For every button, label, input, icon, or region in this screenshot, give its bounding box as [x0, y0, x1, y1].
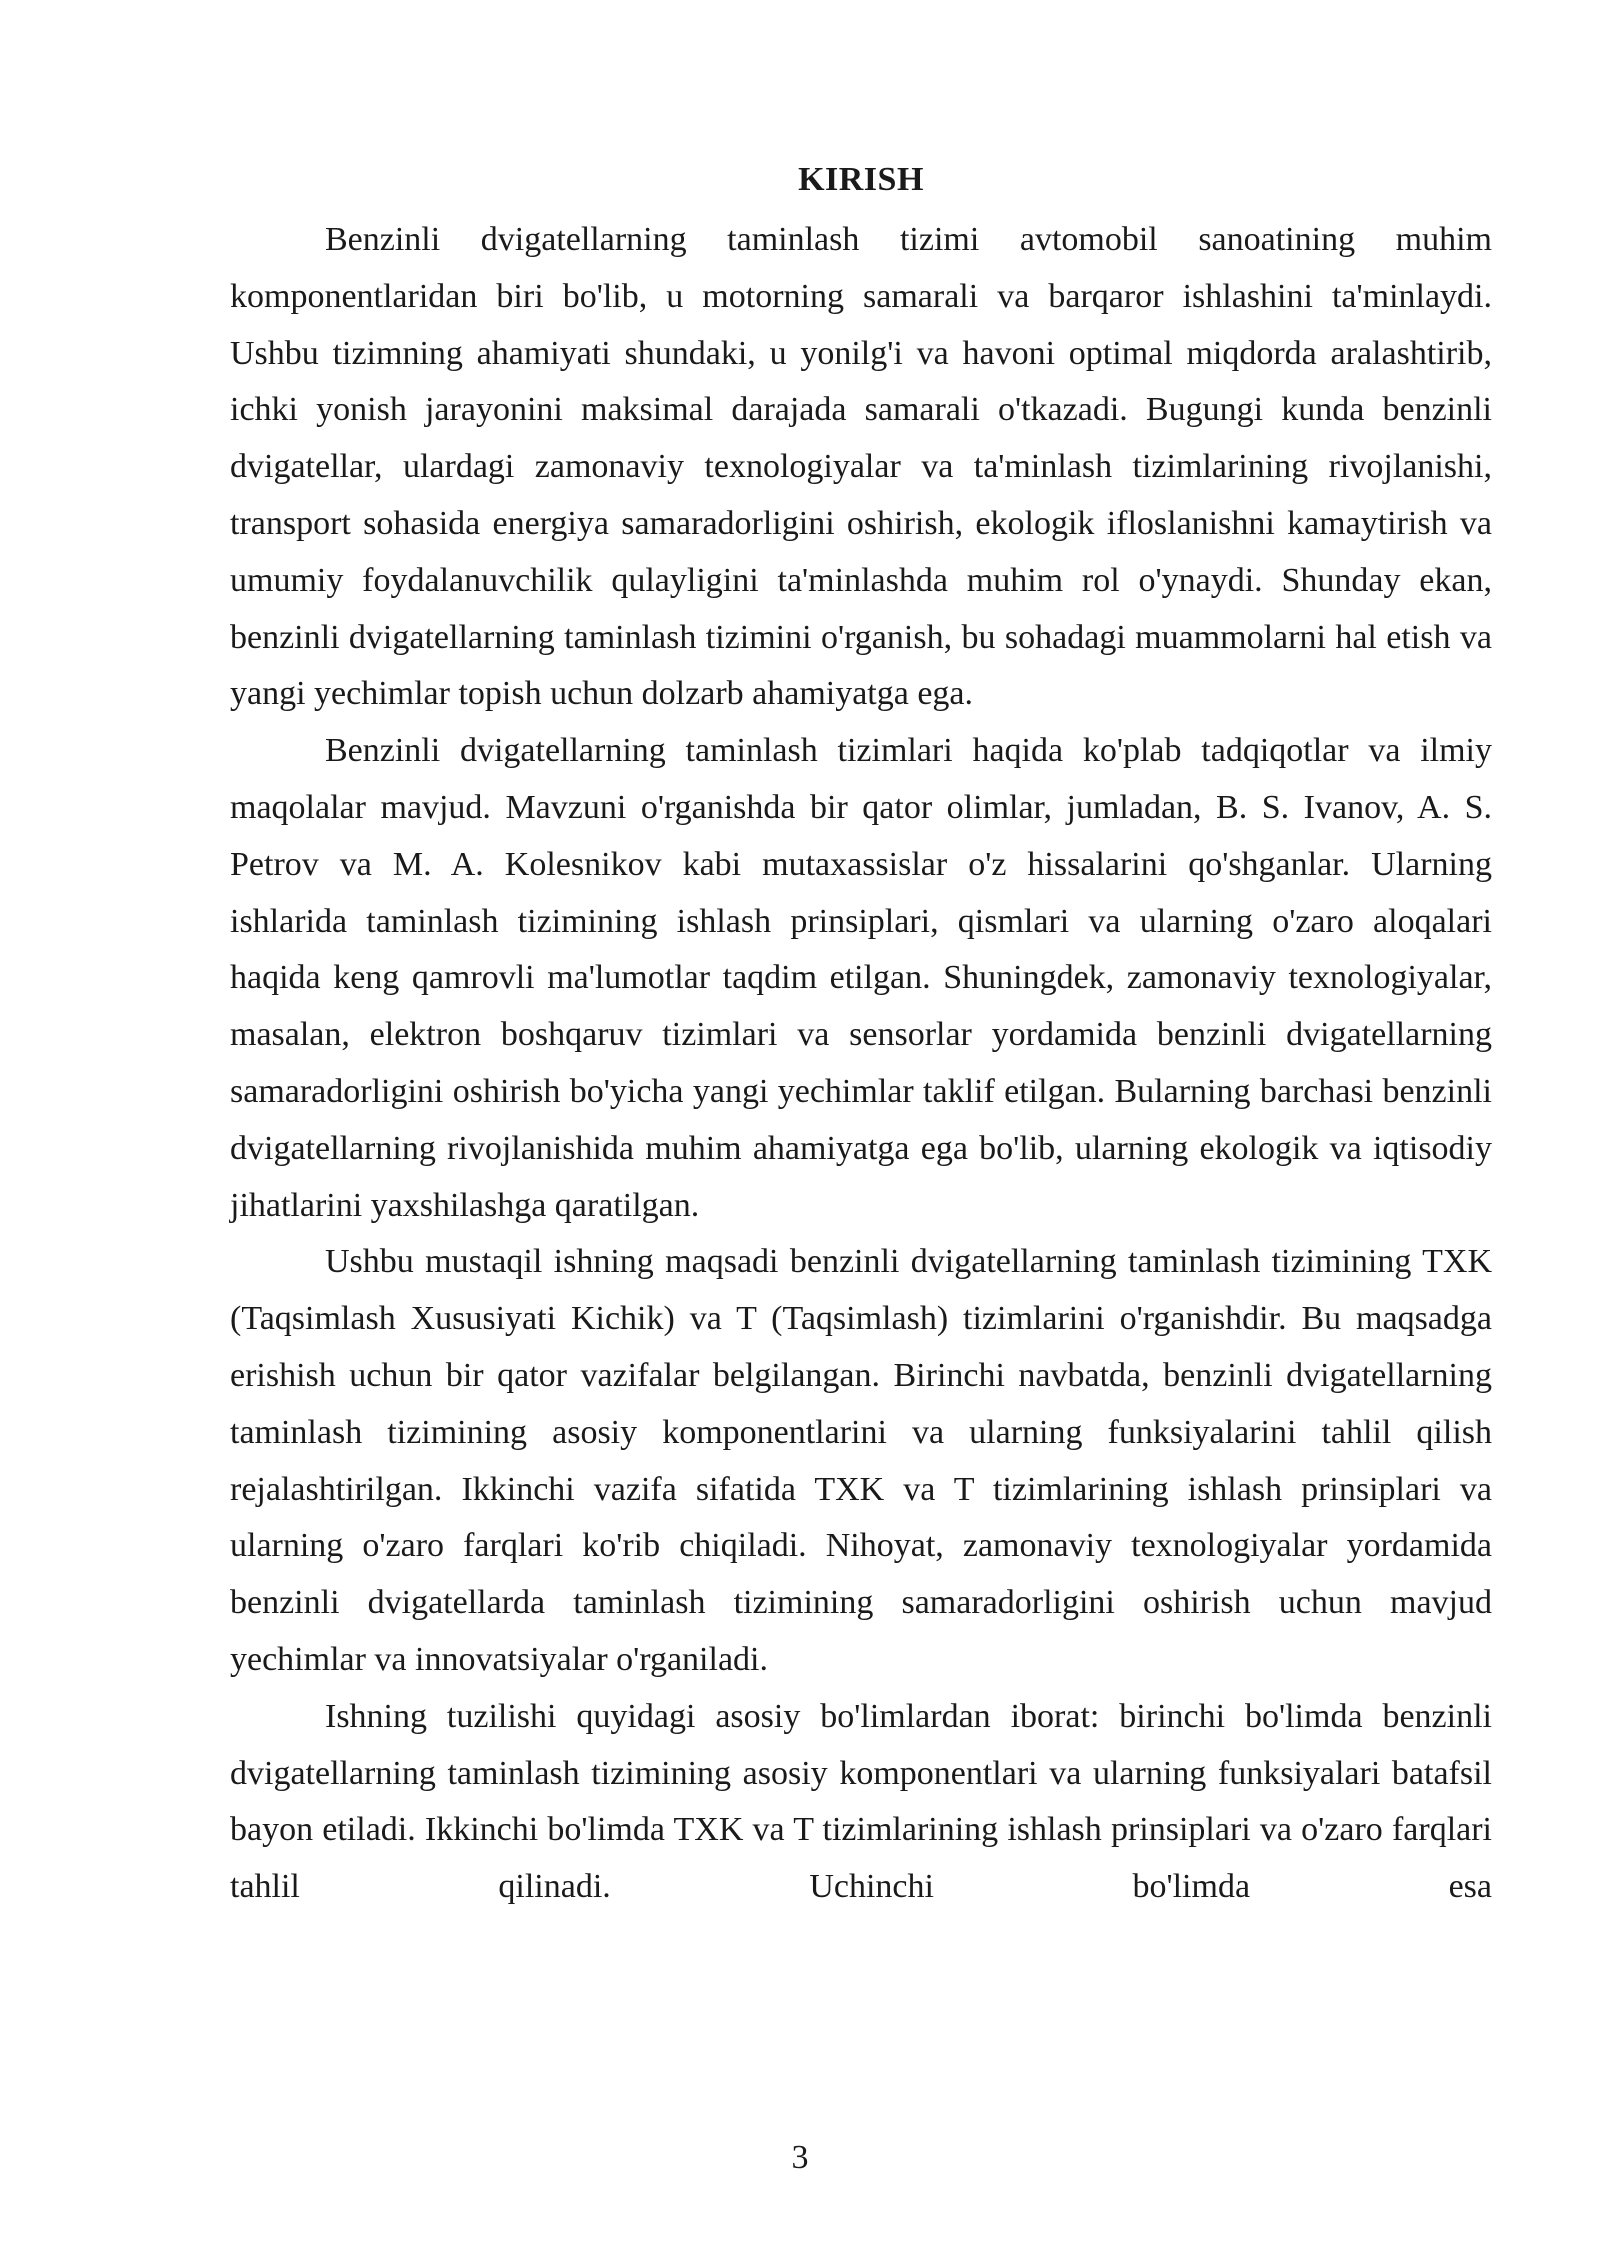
paragraph-structure: Ishning tuzilishi quyidagi asosiy bo'limlardan iborat: birinchi bo'limda benzinli dvigatellarning taminlash tizimining asosiy komponentlari va ularning funksiyalari batafsil bayon etiladi. Ikkinchi bo'limda TXK va T tizimlarining ishlash prinsiplari va o'zaro farqlari tahlil qilinadi. Uchinchi bo'limda esa	[230, 1697, 1492, 1906]
page-number: 3	[791, 2139, 809, 2176]
paragraph-literature: Benzinli dvigatellarning taminlash tizimlari haqida ko'plab tadqiqotlar va ilmiy maqolalar mavjud. Mavzuni o'rganishda bir qator olimlar, jumladan, B. S. Ivanov, A. S. Petrov va M. A. Kolesnikov kabi mutaxassislar o'z hissalarini qo'shganlar. Ularning ishlarida taminlash tizimining ishlash prinsiplari, qismlari va ularning o'zaro aloqalari haqida keng qamrovli ma'lumotlar taqdim etilgan. Shuningdek, zamonaviy texnologiyalar, masalan, elektron boshqaruv tizimlari va sensorlar yordamida benzinli dvigatellarning samaradorligini oshirish bo'yicha yangi yechimlar taklif etilgan. Bularning barchasi benzinli dvigatellarning rivojlanishida muhim ahamiyatga ega bo'lib, ularning ekologik va iqtisodiy jihatlarini yaxshilashga qaratilgan.	[230, 732, 1492, 1224]
page-content	[230, 160, 1492, 1916]
paragraph-intro: Benzinli dvigatellarning taminlash tizimi avtomobil sanoatining muhim komponentlaridan biri bo'lib, u motorning samarali va barqaror ishlashini ta'minlaydi. Ushbu tizimning ahamiyati shundaki, u yonilg'i va havoni optimal miqdorda aralashtirib, ichki yonish jarayonini maksimal darajada samarali o'tkazadi. Bugungi kunda benzinli dvigatellar, ulardagi zamonaviy texnologiyalar va ta'minlash tizimlarining rivojlanishi, transport sohasida energiya samaradorligini oshirish, ekologik ifloslanishni kamaytirish va umumiy foydalanuvchilik qulayligini ta'minlashda muhim rol o'ynaydi. Shunday ekan, benzinli dvigatellarning taminlash tizimini o'rganish, bu sohadagi muammolarni hal etish va yangi yechimlar topish uchun dolzarb ahamiyatga ega.	[230, 221, 1492, 713]
section-title: KIRISH	[798, 161, 924, 198]
paragraph-goal: Ushbu mustaqil ishning maqsadi benzinli dvigatellarning taminlash tizimining TXK (Taqsimlash Xususiyati Kichik) va T (Taqsimlash) tizimlarini o'rganishdir. Bu maqsadga erishish uchun bir qator vazifalar belgilangan. Birinchi navbatda, benzinli dvigatellarning taminlash tizimining asosiy komponentlarini va ularning funksiyalarini tahlil qilish rejalashtirilgan. Ikkinchi vazifa sifatida TXK va T tizimlarining ishlash prinsiplari va ularning o'zaro farqlari ko'rib chiqiladi. Nihoyat, zamonaviy texnologiyalar yordamida benzinli dvigatellarda taminlash tizimining samaradorligini oshirish uchun mavjud yechimlar va innovatsiyalar o'rganiladi.	[230, 1243, 1492, 1678]
